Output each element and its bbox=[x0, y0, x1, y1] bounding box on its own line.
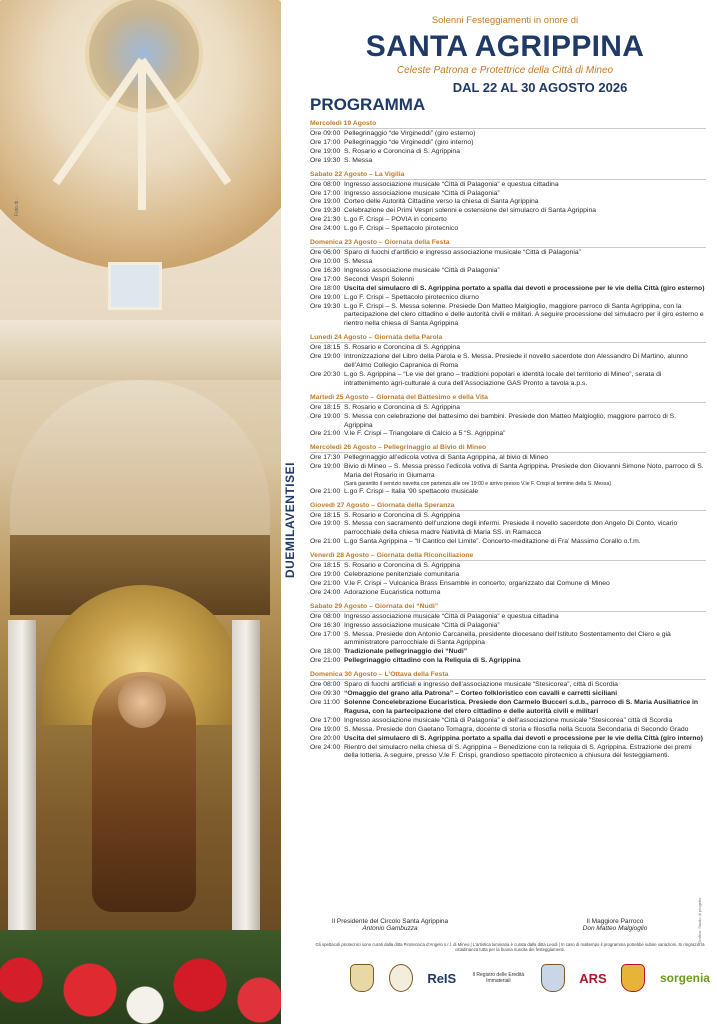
program-day-title: Mercoledì 19 Agosto bbox=[310, 120, 706, 129]
event-time: Ore 17:00 bbox=[310, 630, 341, 638]
program-day-title: Domenica 30 Agosto – L’Ottava della Festa bbox=[310, 671, 706, 680]
program-day-title: Domenica 23 Agosto – Giornata della Festa bbox=[310, 239, 706, 248]
event-description: S. Messa. Presiede don Gaetano Tomagra, docente di storia e filosofia nella Scuola Secondaria di Secondo Grado bbox=[344, 725, 689, 733]
event-time: Ore 17:30 bbox=[310, 454, 341, 462]
event-description: S. Messa con sacramento dell’unzione degli infermi. Presiede il novello sacerdote don Angelo Di Conto, vicario parrocchiale della chiesa madre Natività di Maria SS. in Ramacca bbox=[344, 520, 678, 537]
program-day bbox=[310, 394, 706, 440]
event-description: Uscita del simulacro di S. Agrippina portato a spalla dai devoti e processione per le vie della Città (giro interno) bbox=[344, 734, 703, 742]
event-time: Ore 24:00 bbox=[310, 743, 341, 751]
program-event bbox=[310, 216, 706, 225]
year-vertical-text: DUEMILAVENTISEI bbox=[283, 462, 297, 578]
apse-arch bbox=[10, 380, 270, 550]
program-event bbox=[310, 613, 706, 622]
event-description: Pellegrinaggio all’edicola votiva di Santa Agrippina, al bivio di Mineo bbox=[344, 454, 549, 462]
programma-heading: PROGRAMMA bbox=[310, 95, 426, 114]
event-time: Ore 11:00 bbox=[310, 699, 340, 706]
event-time: Ore 18:00 bbox=[310, 284, 341, 292]
event-description: L.go F. Crispi – Spettacolo pirotecnico bbox=[344, 225, 459, 233]
event-description: Ingresso associazione musicale “Città di Palagonia” e questua cittadina bbox=[344, 612, 559, 620]
event-time: Ore 19:00 bbox=[310, 147, 341, 155]
program-event bbox=[310, 353, 706, 371]
dome-rib bbox=[138, 60, 146, 210]
saint-statue-head bbox=[118, 676, 166, 728]
event-time: Ore 19:00 bbox=[310, 725, 341, 733]
event-description: Pellegrinaggio cittadino con la Reliquia di S. Agrippina bbox=[344, 657, 521, 665]
program-event bbox=[310, 190, 706, 199]
sorgenia-logo-text: sorgenia bbox=[659, 971, 710, 985]
program-event bbox=[310, 130, 706, 139]
event-description: Pellegrinaggio “de Virgineddi” (giro esterno) bbox=[344, 130, 476, 137]
program-event bbox=[310, 520, 706, 538]
signature-left-role: Il Presidente del Circolo Santa Agrippina bbox=[331, 918, 449, 925]
event-time: Ore 08:00 bbox=[310, 180, 341, 188]
festival-dates: DAL 22 AL 30 AGOSTO 2026 bbox=[452, 80, 628, 95]
event-time: Ore 21:00 bbox=[310, 430, 341, 438]
program-day bbox=[310, 444, 706, 496]
program-event bbox=[310, 562, 706, 571]
event-description: (Sarà garantito il servizio navetta con partenza alle ore 19:00 e arrivo presso V.le F. Crispi al termine della S. Messa) bbox=[344, 481, 612, 488]
event-description: S. Messa bbox=[344, 156, 373, 164]
program-event bbox=[310, 512, 706, 521]
event-description: L.go F. Crispi – POVIA in concerto bbox=[344, 216, 447, 224]
event-time: Ore 19:30 bbox=[310, 156, 341, 164]
program-event bbox=[310, 157, 706, 166]
program-day bbox=[310, 239, 706, 329]
program-event bbox=[310, 589, 706, 598]
event-time: Ore 19:00 bbox=[310, 353, 341, 361]
footnote: Gli spettacoli pirotecnici sono curati dalla ditta Pirotecnica d’Angelo s.r.l. di Mineo | L’artistica luminaria è curata dalla ditta Leodi | In caso di maltempo il programma potrebbe subire variazioni. Si ringrazia la cittadinanza tutta per la buona riuscita dei festeggiamenti. bbox=[315, 942, 705, 953]
program-event bbox=[310, 657, 706, 666]
program-event bbox=[310, 267, 706, 276]
program-day bbox=[310, 603, 706, 666]
header-pre: Solenni Festeggiamenti in onore di bbox=[431, 15, 579, 26]
event-description: Solenne Concelebrazione Eucaristica. Presiede don Carmelo Bucceri s.d.b., parroco di S. Maria Ausiliatrice in Ragusa, con la partecipazione del clero cittadino e delle autorità civili e militari bbox=[344, 699, 699, 715]
program-event bbox=[310, 538, 706, 547]
event-description: S. Rosario e Coroncina di S. Agrippina bbox=[344, 403, 460, 411]
event-time: Ore 24:00 bbox=[310, 588, 341, 596]
event-description: Secondi Vespri Solenni bbox=[344, 275, 414, 283]
event-time: Ore 08:00 bbox=[310, 612, 341, 620]
signature-left bbox=[330, 918, 450, 932]
program-day bbox=[310, 120, 706, 166]
event-time: Ore 17:00 bbox=[310, 189, 341, 197]
registry-logo-text: Il Registro delle Eredità Immateriali bbox=[472, 972, 525, 984]
page-title: SANTA AGRIPPINA bbox=[365, 30, 645, 63]
program-event bbox=[310, 303, 706, 330]
program-event bbox=[310, 744, 706, 762]
program-event bbox=[310, 249, 706, 258]
crest-icon bbox=[350, 964, 374, 992]
program-event bbox=[310, 285, 706, 294]
event-time: Ore 09:30 bbox=[310, 690, 341, 698]
event-time: Ore 06:00 bbox=[310, 249, 341, 257]
event-time: Ore 19:00 bbox=[310, 571, 341, 579]
program-day bbox=[310, 502, 706, 548]
program-event bbox=[310, 717, 706, 726]
event-time: Ore 21:00 bbox=[310, 487, 341, 495]
event-time: Ore 18:15 bbox=[310, 344, 341, 352]
event-description: L.go Santa Agrippina – “Il Cantico del Limite”. Concerto-meditazione di Fra’ Massimo Corallo o.f.m. bbox=[344, 538, 641, 546]
event-time: Ore 21:30 bbox=[310, 216, 341, 224]
event-description: V.le F. Crispi – Vulcanica Brass Ensamble in concerto, organizzato dal Comune di Mineo bbox=[344, 579, 610, 587]
sorgenia-icon bbox=[660, 971, 710, 985]
program-day-title: Lunedì 24 Agosto – Giornata della Parola bbox=[310, 334, 706, 343]
church-photo bbox=[0, 0, 281, 1024]
event-description: Rientro del simulacro nella chiesa di S. Agrippina – Benedizione con la reliquia di S. Agrippina. Estrazione dei premi della lotteria. A seguire, presso V.le F. Crispi, grandioso spettacolo pirotecnico a chiusura dei festeggiamenti. bbox=[344, 743, 692, 760]
ars-logo-text: ARS bbox=[579, 970, 607, 986]
event-time: Ore 18:15 bbox=[310, 403, 341, 411]
event-time: Ore 19:30 bbox=[310, 302, 341, 310]
event-time: Ore 09:00 bbox=[310, 130, 341, 137]
event-description: L.go F. Crispi – S. Messa solenne. Presiede Don Matteo Malgioglio, maggiore parroco di Santa Agrippina, con la partecipazione del clero cittadino e delle autorità civili e militari. A seguire processione del simulacro per il giro esterno e rientro nella chiesa di Santa Agrippina bbox=[344, 302, 704, 328]
program-event bbox=[310, 580, 706, 589]
program-day-title: Venerdì 28 Agosto – Giornata della Riconciliazione bbox=[310, 552, 706, 561]
reis-icon bbox=[427, 971, 456, 986]
event-description: S. Rosario e Coroncina di S. Agrippina bbox=[344, 344, 460, 352]
year-vertical bbox=[283, 462, 313, 598]
program-day-title: Sabato 22 Agosto – La Vigilia bbox=[310, 171, 706, 180]
program-day-title: Sabato 29 Agosto – Giornata dei “Nudi” bbox=[310, 603, 706, 612]
program-event bbox=[310, 198, 706, 207]
event-time: Ore 20:30 bbox=[310, 370, 341, 378]
cornice bbox=[0, 320, 281, 380]
event-time: Ore 10:00 bbox=[310, 257, 341, 265]
event-description: Sparo di fuochi artificiali e ingresso dell’associazione musicale “Stesicorea”, città di Scordia bbox=[344, 681, 618, 689]
program-event bbox=[310, 488, 706, 497]
program-event bbox=[310, 726, 706, 735]
association-icon bbox=[389, 964, 413, 992]
program-event bbox=[310, 139, 706, 148]
region-crest-icon bbox=[621, 964, 645, 992]
event-time: Ore 16:30 bbox=[310, 621, 341, 629]
program-event bbox=[310, 699, 706, 717]
event-description: Ingresso associazione musicale “Città di Palagonia” bbox=[344, 621, 500, 629]
flower-decoration bbox=[0, 930, 281, 1024]
program-day-title: Martedì 25 Agosto – Giornata del Battesimo e della Vita bbox=[310, 394, 706, 403]
event-description: Sparo di fuochi d’artificio e ingresso associazione musicale “Città di Palagonia” bbox=[344, 249, 581, 257]
event-time: Ore 21:00 bbox=[310, 657, 341, 665]
program-event bbox=[310, 404, 706, 413]
event-description: Tradizionale pellegrinaggio dei “Nudi” bbox=[344, 648, 468, 656]
crest-icon bbox=[541, 964, 565, 992]
program-event bbox=[310, 690, 706, 699]
signature-right-name: Don Matteo Malgioglio bbox=[582, 925, 648, 932]
event-description: Pellegrinaggio “de Virgineddi” (giro interno) bbox=[344, 138, 474, 146]
event-time: Ore 24:00 bbox=[310, 225, 341, 233]
program-day-title: Giovedì 27 Agosto – Giornata della Speranza bbox=[310, 502, 706, 511]
event-time: Ore 19:00 bbox=[310, 198, 341, 206]
event-description: S. Messa con celebrazione del battesimo dei bambini. Presiede don Matteo Malgioglio, maggiore parroco di S. Agrippina bbox=[344, 412, 677, 429]
program-event bbox=[310, 207, 706, 216]
program-event bbox=[310, 371, 706, 389]
event-time: Ore 18:00 bbox=[310, 648, 341, 656]
program-day-title: Mercoledì 26 Agosto – Pellegrinaggio al Bivio di Mineo bbox=[310, 444, 706, 453]
program-event bbox=[310, 294, 706, 303]
reis-logo-text: ReIS bbox=[427, 970, 457, 986]
event-description: L.go S. Agrippina – “Le vie del grano – tradizioni popolari e identità locale del territorio di Mineo”, serata di intrattenimento agri-culturale a cura dell’Associazione GAS Pronto a tavola a.p.s. bbox=[344, 370, 662, 387]
program-event bbox=[310, 413, 706, 431]
event-description: L.go F. Crispi – Italia ’90 spettacolo musicale bbox=[344, 487, 479, 495]
program-event bbox=[310, 344, 706, 353]
event-description: S. Rosario e Coroncina di S. Agrippina bbox=[344, 562, 460, 570]
event-description: Intronizzazione del Libro della Parola e S. Messa. Presiede il novello sacerdote don Alessandro Di Martino, alunno dell’Almo Collegio Capranica di Roma bbox=[344, 353, 688, 370]
event-time: Ore 19:00 bbox=[310, 412, 341, 420]
program-event bbox=[310, 571, 706, 580]
event-description: Ingresso associazione musicale “Città di Palagonia” bbox=[344, 266, 500, 274]
program-day bbox=[310, 671, 706, 761]
event-description: S. Messa. Presiede don Antonio Carcanella, presidente diocesano dell’Istituto Sostentamento del Clero e già amministratore parrocchiale di Santa Agrippina bbox=[344, 630, 671, 647]
event-time: Ore 17:00 bbox=[310, 138, 341, 146]
event-description: S. Rosario e Coroncina di S. Agrippina bbox=[344, 511, 460, 519]
program-event bbox=[310, 622, 706, 631]
event-description: Ingresso associazione musicale “Città di Palagonia” e dell’associazione musicale “Stesicorea” città di Scordia bbox=[344, 716, 673, 724]
page-subtitle: Celeste Patrona e Protettrice della Città di Mineo bbox=[396, 65, 614, 76]
event-description: Corteo delle Autorità Cittadine verso la chiesa di Santa Agrippina bbox=[344, 198, 539, 206]
signature-right-role: Il Maggiore Parroco bbox=[586, 918, 644, 925]
event-description: L.go F. Crispi – Spettacolo pirotecnico diurno bbox=[344, 293, 479, 301]
event-description: S. Rosario e Coroncina di S. Agrippina bbox=[344, 147, 460, 155]
event-description: Adorazione Eucaristica notturna bbox=[344, 588, 441, 596]
program-day bbox=[310, 334, 706, 389]
event-time: Ore 18:15 bbox=[310, 511, 341, 519]
event-description: Bivio di Mineo – S. Messa presso l’edicola votiva di Santa Agrippina. Presiede don Giovanni Simone Noto, parroco di S. Maria del Rosario in Giumarra bbox=[344, 463, 704, 480]
program-event bbox=[310, 454, 706, 463]
event-description: Celebrazione penitenziale comunitaria bbox=[344, 571, 460, 579]
ars-icon bbox=[579, 971, 606, 986]
event-time: Ore 17:00 bbox=[310, 716, 341, 724]
event-time: Ore 18:15 bbox=[310, 562, 341, 570]
event-time: Ore 08:00 bbox=[310, 681, 341, 689]
program-day bbox=[310, 552, 706, 598]
event-time: Ore 19:30 bbox=[310, 207, 341, 215]
program-event bbox=[310, 276, 706, 285]
event-description: Ingresso associazione musicale “Città di Palagonia” e questua cittadina bbox=[344, 180, 559, 188]
program-event bbox=[310, 430, 706, 439]
program-event bbox=[310, 463, 706, 481]
signature-left-name: Antonio Gambuzza bbox=[362, 925, 418, 932]
event-time: Ore 19:00 bbox=[310, 520, 341, 528]
event-time: Ore 19:00 bbox=[310, 293, 341, 301]
side-note: Grafica: Studio di progetto bbox=[697, 897, 702, 944]
photo-credit: Foto di... bbox=[14, 196, 20, 216]
event-time: Ore 16:30 bbox=[310, 266, 341, 274]
event-description: Uscita del simulacro di S. Agrippina portato a spalla dai devoti e processione per le vie della Città (giro esterno) bbox=[344, 284, 705, 292]
registry-icon bbox=[471, 972, 526, 984]
program-event bbox=[310, 735, 706, 744]
event-description: S. Messa bbox=[344, 257, 373, 265]
program-event bbox=[310, 258, 706, 267]
event-description: Ingresso associazione musicale “Città di Palagonia” bbox=[344, 189, 500, 197]
program-event bbox=[310, 681, 706, 690]
program-day bbox=[310, 171, 706, 234]
event-time: Ore 20:00 bbox=[310, 734, 341, 742]
event-time: Ore 19:00 bbox=[310, 463, 341, 471]
event-time: Ore 17:00 bbox=[310, 275, 341, 283]
lantern-window bbox=[108, 262, 162, 310]
program-event bbox=[310, 648, 706, 657]
program-list bbox=[310, 120, 706, 766]
sponsor-logos bbox=[350, 958, 710, 998]
program-event bbox=[310, 181, 706, 190]
signature-right bbox=[555, 918, 675, 932]
event-time: Ore 21:00 bbox=[310, 538, 341, 546]
event-time: Ore 21:00 bbox=[310, 579, 341, 587]
event-description: “Omaggio del grano alla Patrona” – Corteo folkloristico con cavalli e carretti siciliani bbox=[344, 690, 618, 698]
program-event bbox=[310, 631, 706, 649]
program-event bbox=[310, 225, 706, 234]
event-description: Celebrazione dei Primi Vespri solenni e ostensione del simulacro di Santa Agrippina bbox=[344, 207, 597, 215]
event-description: V.le F. Crispi – Triangolare di Calcio a 5 “S. Agrippina” bbox=[344, 430, 506, 438]
program-event bbox=[310, 148, 706, 157]
